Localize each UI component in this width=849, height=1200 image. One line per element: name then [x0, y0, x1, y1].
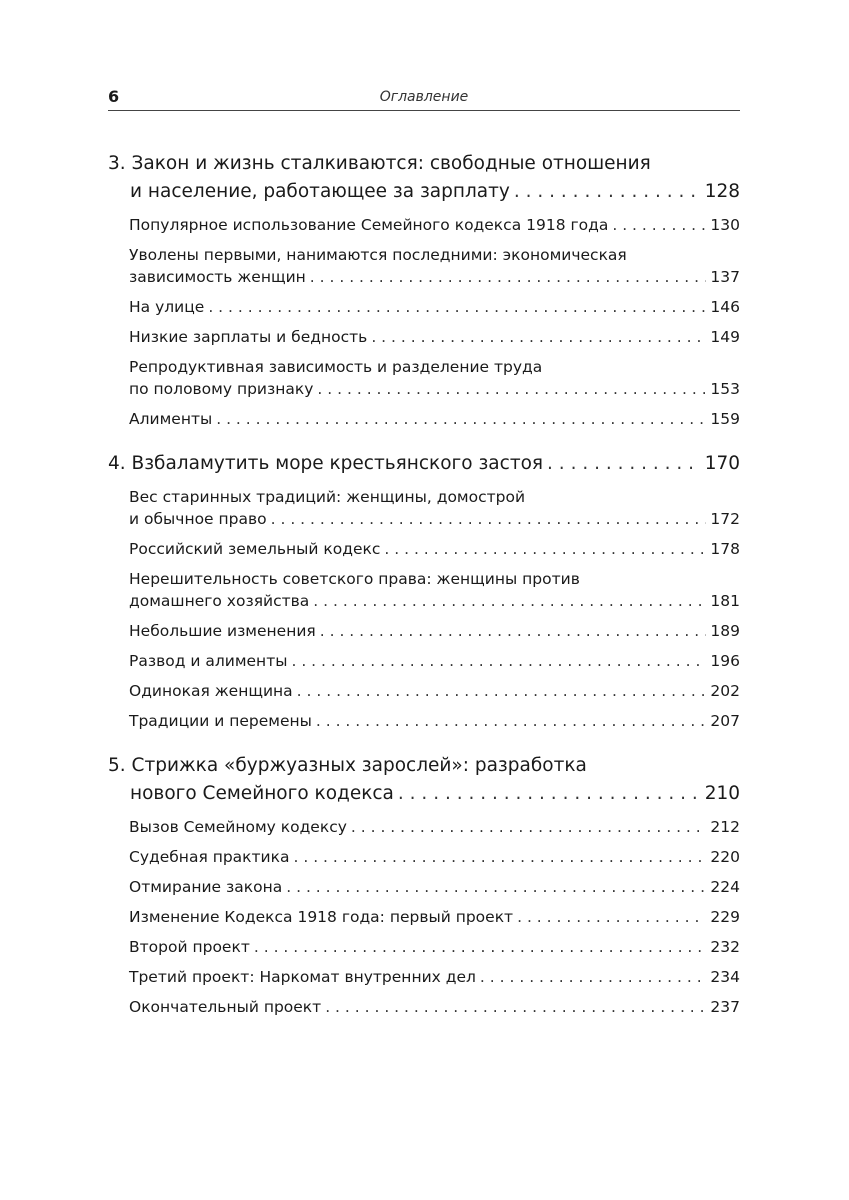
section-entry[interactable]: [108, 936, 740, 958]
section-title: Вес старинных традиций: женщины, домострой: [129, 488, 526, 506]
section-entry[interactable]: [108, 486, 740, 530]
page-ref: 210: [704, 783, 740, 804]
section-entry[interactable]: [108, 356, 740, 400]
section-title: Развод и алименты: [129, 652, 288, 670]
chapter-title: 5. Стрижка «буржуазных зарослей»: разработка: [108, 755, 587, 776]
section-title: На улице: [129, 298, 205, 316]
section-title: Традиции и перемены: [129, 712, 312, 730]
dot-leader: [398, 780, 701, 808]
page-ref: 212: [710, 818, 740, 836]
chapter-title-cont: и население, работающее за зарплату: [130, 181, 510, 202]
section-entry[interactable]: [108, 538, 740, 560]
page-header: [108, 86, 740, 111]
table-of-contents: [108, 150, 740, 1018]
section-title-cont: домашнего хозяйства: [129, 592, 310, 610]
page-ref: 146: [710, 298, 740, 316]
dot-leader: [517, 906, 706, 928]
page-number: 6: [108, 87, 120, 106]
section-entry[interactable]: [108, 680, 740, 702]
page-ref: 181: [710, 592, 740, 610]
section-entry[interactable]: [108, 906, 740, 928]
section-title: Второй проект: [129, 938, 250, 956]
section-entry[interactable]: [108, 620, 740, 642]
page-ref: 172: [710, 510, 740, 528]
dot-leader: [313, 590, 706, 612]
dot-leader: [514, 178, 701, 206]
dot-leader: [612, 214, 706, 236]
section-entry[interactable]: [108, 966, 740, 988]
page-ref: 149: [710, 328, 740, 346]
page-ref: 153: [710, 380, 740, 398]
page-ref: 234: [710, 968, 740, 986]
toc-entry[interactable]: [108, 780, 740, 808]
page-ref: 220: [710, 848, 740, 866]
chapter-title: 3. Закон и жизнь сталкиваются: свободные отношения: [108, 153, 651, 174]
page-ref: 128: [704, 181, 740, 202]
dot-leader: [371, 326, 706, 348]
section-title: Нерешительность советского права: женщины против: [129, 570, 580, 588]
page-ref: 159: [710, 410, 740, 428]
section-title: Судебная практика: [129, 848, 290, 866]
page-ref: 137: [710, 268, 740, 286]
page-ref: 170: [704, 453, 740, 474]
section-title: Изменение Кодекса 1918 года: первый проект: [129, 908, 514, 926]
dot-leader: [316, 710, 707, 732]
dot-leader: [216, 408, 706, 430]
section-title: Окончательный проект: [129, 998, 322, 1016]
section-title: Российский земельный кодекс: [129, 540, 381, 558]
dot-leader: [480, 966, 706, 988]
page-ref: 207: [710, 712, 740, 730]
page-ref: 130: [710, 216, 740, 234]
page-ref: 196: [710, 652, 740, 670]
section-title-cont: зависимость женщин: [129, 268, 306, 286]
page-ref: 189: [710, 622, 740, 640]
chapter-3: [108, 150, 740, 430]
chapter-title-cont: нового Семейного кодекса: [130, 783, 394, 804]
dot-leader: [271, 508, 707, 530]
section-title: Низкие зарплаты и бедность: [129, 328, 368, 346]
dot-leader: [351, 816, 707, 838]
section-title: Репродуктивная зависимость и разделение труда: [129, 358, 543, 376]
section-title: Отмирание закона: [129, 878, 283, 896]
section-entry[interactable]: [108, 408, 740, 430]
section-entry[interactable]: [108, 214, 740, 236]
section-title-cont: по половому признаку: [129, 380, 314, 398]
chapter-title: 4. Взбаламутить море крестьянского застоя: [108, 453, 544, 474]
dot-leader: [286, 876, 706, 898]
page-ref: 229: [710, 908, 740, 926]
section-entry[interactable]: [108, 996, 740, 1018]
section-entry[interactable]: [108, 876, 740, 898]
page-ref: 178: [710, 540, 740, 558]
section-title: Вызов Семейному кодексу: [129, 818, 347, 836]
dot-leader: [297, 680, 707, 702]
section-entry[interactable]: [108, 846, 740, 868]
dot-leader: [317, 378, 706, 400]
dot-leader: [320, 620, 707, 642]
section-title: Алименты: [129, 410, 213, 428]
dot-leader: [294, 846, 707, 868]
section-title: Популярное использование Семейного кодекса 1918 года: [129, 216, 609, 234]
section-title: Третий проект: Наркомат внутренних дел: [129, 968, 476, 986]
section-entry[interactable]: [108, 244, 740, 288]
dot-leader: [384, 538, 706, 560]
dot-leader: [254, 936, 707, 958]
section-title: Уволены первыми, нанимаются последними: экономическая: [129, 246, 627, 264]
section-entry[interactable]: [108, 710, 740, 732]
dot-leader: [310, 266, 707, 288]
running-title: Оглавление: [379, 89, 469, 105]
dot-leader: [547, 450, 701, 478]
section-entry[interactable]: [108, 650, 740, 672]
chapter-4: [108, 450, 740, 732]
section-entry[interactable]: [108, 568, 740, 612]
section-entry[interactable]: [108, 816, 740, 838]
page-ref: 237: [710, 998, 740, 1016]
section-entry[interactable]: [108, 296, 740, 318]
dot-leader: [325, 996, 706, 1018]
page-ref: 202: [710, 682, 740, 700]
chapter-5: [108, 752, 740, 1018]
toc-entry[interactable]: [108, 178, 740, 206]
section-entry[interactable]: [108, 326, 740, 348]
section-title-cont: и обычное право: [129, 510, 267, 528]
dot-leader: [208, 296, 706, 318]
section-title: Небольшие изменения: [129, 622, 316, 640]
dot-leader: [291, 650, 706, 672]
page-ref: 224: [710, 878, 740, 896]
toc-entry[interactable]: [108, 450, 740, 478]
page-ref: 232: [710, 938, 740, 956]
section-title: Одинокая женщина: [129, 682, 293, 700]
